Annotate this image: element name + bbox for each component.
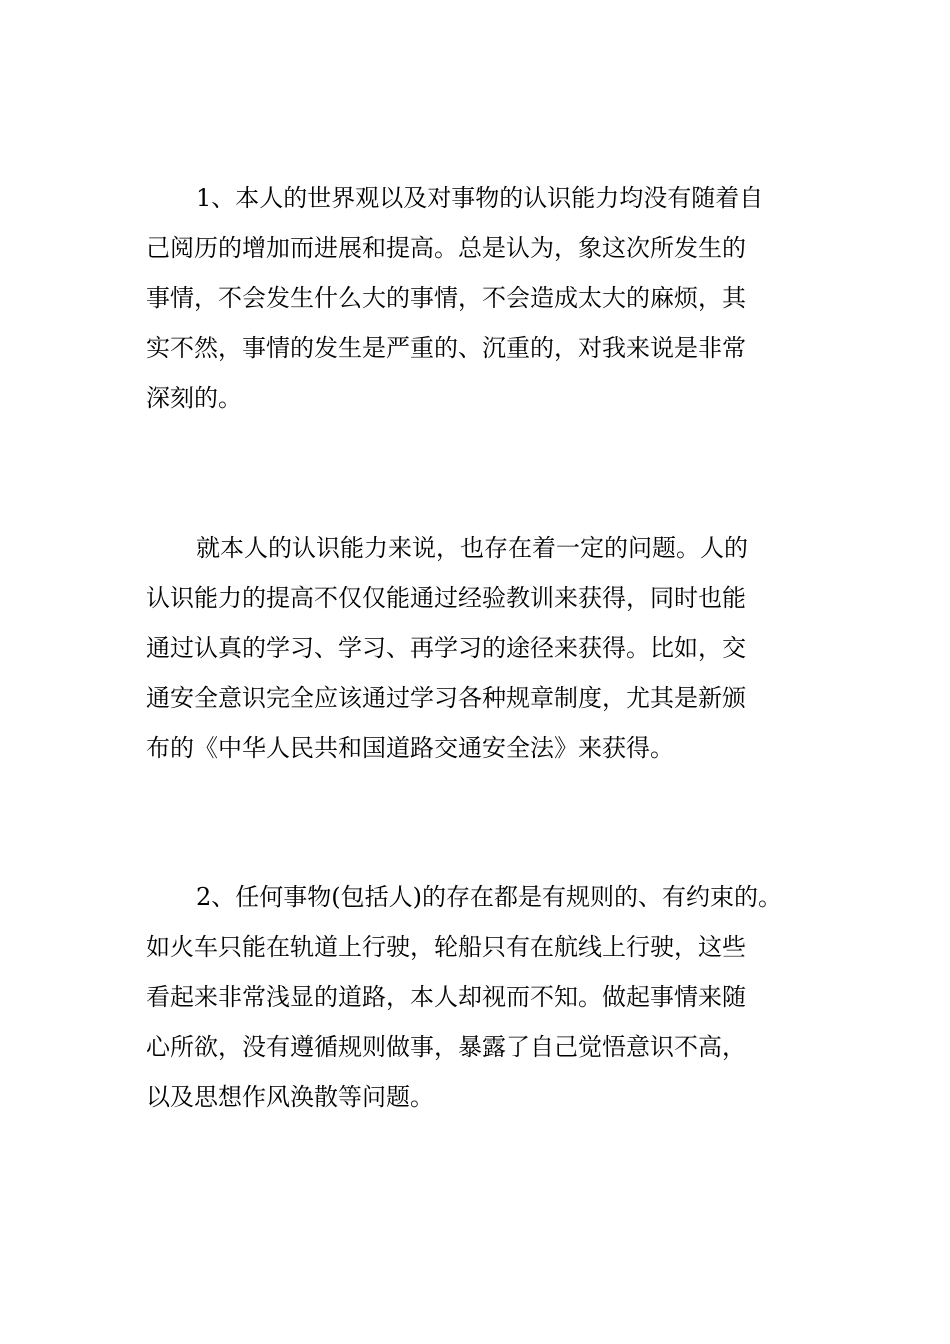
paragraph-line: 就本人的认识能力来说，也存在着一定的问题。人的 (196, 534, 748, 562)
paragraph-line: 心所欲，没有遵循规则做事，暴露了自己觉悟意识不高， (146, 1033, 746, 1061)
paragraph-line: 深刻的。 (146, 384, 242, 412)
paragraph-line: 以及思想作风涣散等问题。 (146, 1083, 434, 1111)
paragraph-line: 布的《中华人民共和国道路交通安全法》来获得。 (146, 734, 674, 762)
paragraph-line: 1、本人的世界观以及对事物的认识能力均没有随着自 (196, 184, 764, 212)
paragraph-line: 实不然，事情的发生是严重的、沉重的，对我来说是非常 (146, 334, 746, 362)
paragraph-line: 事情，不会发生什么大的事情，不会造成太大的麻烦，其 (146, 284, 746, 312)
paragraph-line: 己阅历的增加而进展和提高。总是认为，象这次所发生的 (146, 234, 746, 262)
paragraph-line: 认识能力的提高不仅仅能通过经验教训来获得，同时也能 (146, 584, 746, 612)
paragraph-line: 2、任何事物(包括人)的存在都是有规则的、有约束的。 (196, 883, 782, 911)
paragraph-line: 通过认真的学习、学习、再学习的途径来获得。比如，交 (146, 634, 746, 662)
paragraph-line: 如火车只能在轨道上行驶，轮船只有在航线上行驶，这些 (146, 933, 746, 961)
paragraph-line: 看起来非常浅显的道路，本人却视而不知。做起事情来随 (146, 983, 746, 1011)
paragraph-line: 通安全意识完全应该通过学习各种规章制度，尤其是新颁 (146, 684, 746, 712)
